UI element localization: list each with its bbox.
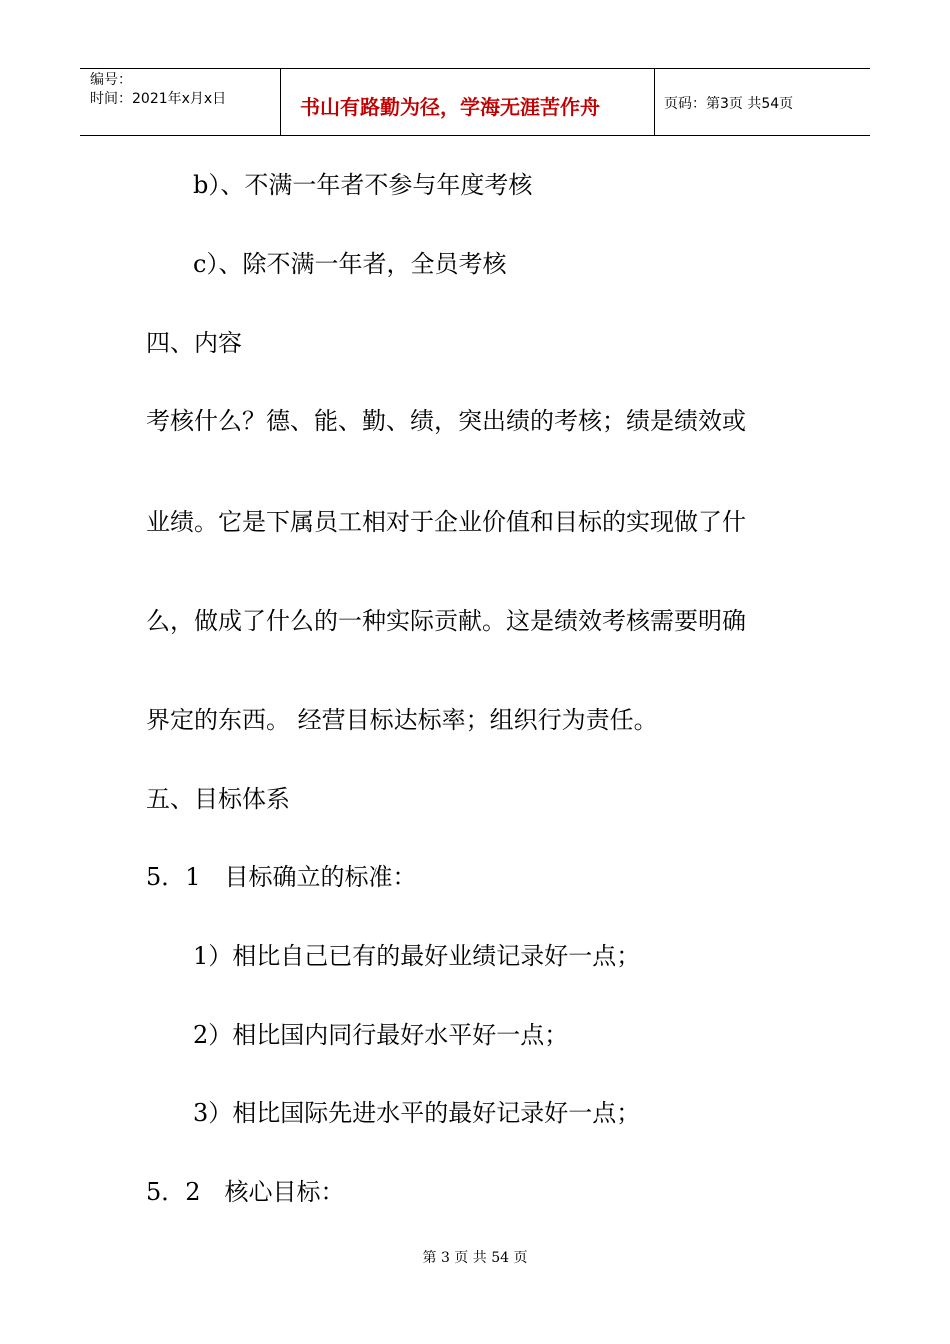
list-item: 1）相比自己已有的最好业绩记录好一点； — [193, 942, 641, 970]
body-line: c）、除不满一年者，全员考核 — [193, 250, 507, 278]
header-page-info: 页码：第3页 共54页 — [664, 96, 794, 112]
document-header — [80, 68, 870, 136]
subsection-heading: 5．1 目标确立的标准： — [146, 863, 417, 891]
body-line: 么，做成了什么的一种实际贡献。这是绩效考核需要明确 — [146, 607, 746, 635]
list-item: 3）相比国际先进水平的最好记录好一点； — [193, 1099, 641, 1127]
body-line: 界定的东西。 经营目标达标率；组织行为责任。 — [146, 706, 658, 734]
subsection-heading: 5．2 核心目标： — [146, 1178, 345, 1206]
document-time-label: 时间：2021年x月x日 — [90, 91, 227, 107]
header-meta — [80, 69, 281, 135]
body-line: 业绩。它是下属员工相对于企业价值和目标的实现做了什 — [146, 508, 746, 536]
header-motto: 书山有路勤为径，学海无涯苦作舟 — [281, 69, 655, 135]
body-line: b）、不满一年者不参与年度考核 — [193, 171, 533, 199]
body-line: 考核什么？德、能、勤、绩，突出绩的考核；绩是绩效或 — [146, 407, 746, 435]
section-heading: 四、内容 — [146, 329, 242, 357]
section-heading: 五、目标体系 — [146, 785, 290, 813]
document-number-label: 编号： — [90, 72, 132, 88]
list-item: 2）相比国内同行最好水平好一点； — [193, 1021, 569, 1049]
page-footer: 第 3 页 共 54 页 — [422, 1250, 528, 1266]
